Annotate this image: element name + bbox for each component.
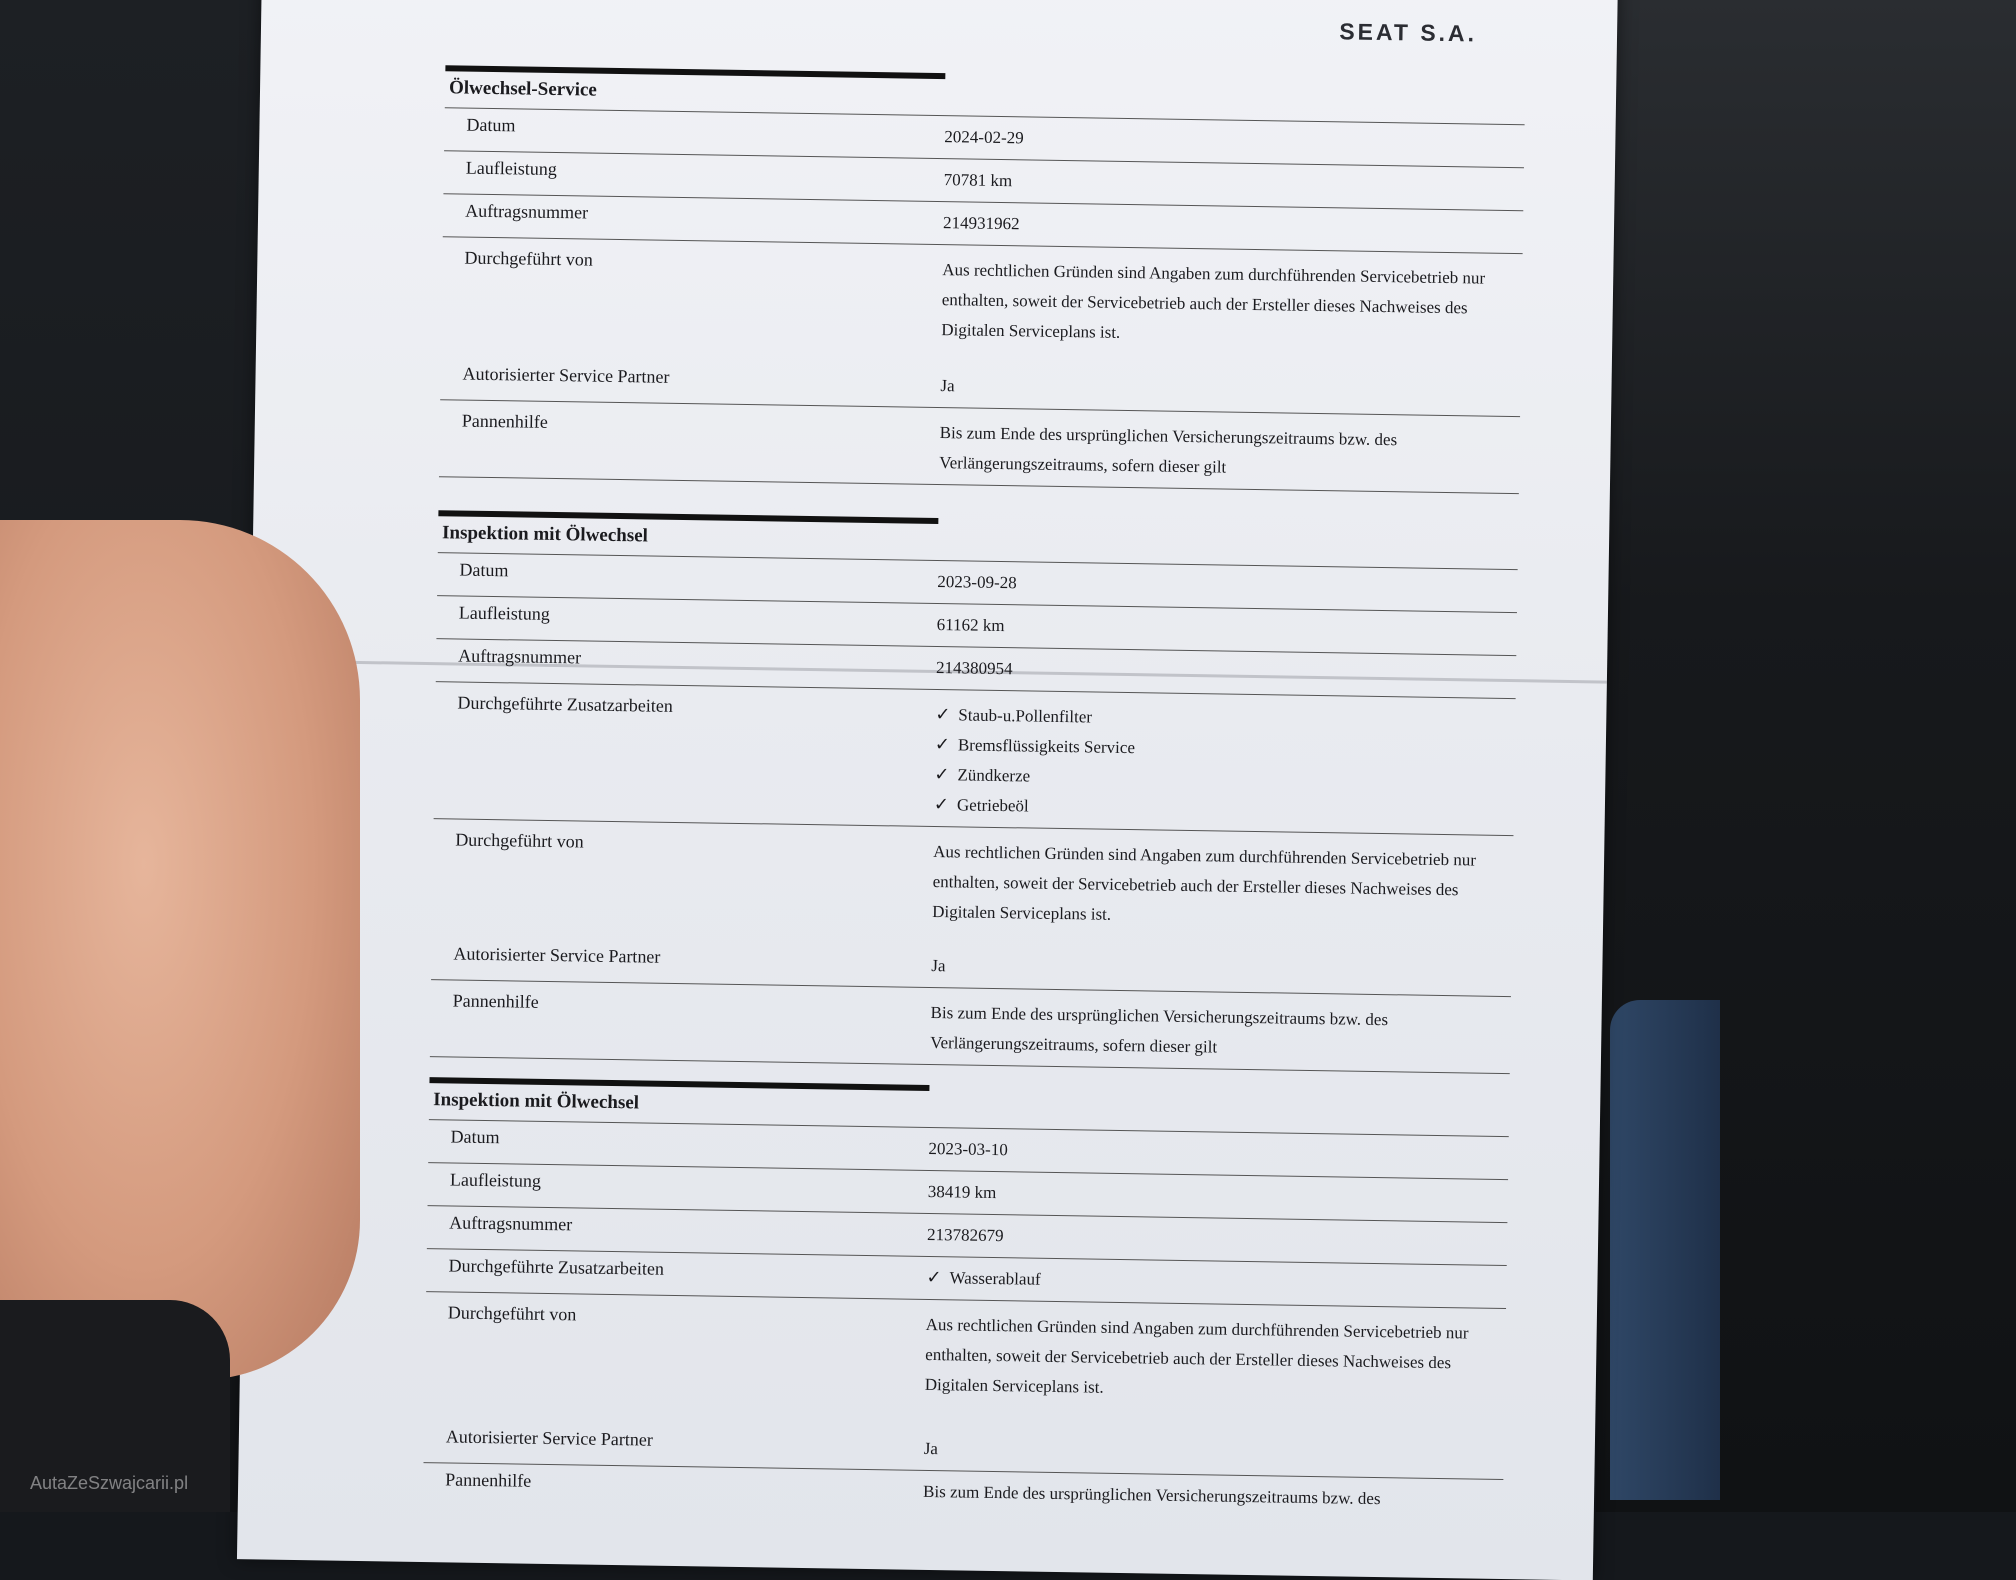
section-title: Inspektion mit Ölwechsel	[438, 516, 1518, 570]
row-label: Auftragsnummer	[449, 1212, 573, 1235]
row-value: 213782679	[926, 1224, 1004, 1246]
row-value: Bis zum Ende des ursprünglichen Versicherungszeitraums bzw. des Verlängerungszeitraums, sofern dieser gilt	[939, 423, 1398, 477]
row-value: Ja	[931, 955, 946, 976]
row-label: Datum	[466, 114, 516, 136]
row-label: Durchgeführt von	[464, 247, 594, 270]
section-title: Inspektion mit Ölwechsel	[429, 1083, 1509, 1137]
row-breakdown-assistance	[439, 400, 1520, 494]
row-label: Laufleistung	[449, 1169, 542, 1191]
row-additional-work	[434, 682, 1516, 836]
checklist	[934, 690, 1516, 835]
row-label: Durchgeführte Zusatzarbeiten	[448, 1255, 665, 1279]
check-icon: ✓	[933, 794, 950, 816]
check-item: ✓ Wasserablauf	[926, 1266, 1041, 1289]
section-oil-service	[439, 65, 1525, 494]
row-value: Aus rechtlichen Gründen sind Angaben zum durchführenden Servicebetrieb nur enthalten, soweit der Servicebetrieb auch der Ersteller dieses Nachweises des Digitalen Serviceplans ist.	[932, 842, 1477, 924]
section-inspection-2	[423, 1077, 1510, 1522]
hand-holding-paper	[0, 520, 360, 1380]
row-label: Pannenhilfe	[452, 990, 539, 1012]
check-icon: ✓	[926, 1266, 942, 1289]
row-performed-by	[424, 1292, 1506, 1437]
row-performed-by	[432, 819, 1514, 954]
row-value: Aus rechtlichen Gründen sind Angaben zum durchführenden Servicebetrieb nur enthalten, soweit der Servicebetrieb auch der Ersteller dieses Nachweises des Digitalen Serviceplans ist.	[924, 1314, 1469, 1397]
check-item: ✓ Getriebeöl	[933, 794, 1029, 816]
row-value: 214931962	[942, 213, 1020, 234]
row-label: Autorisierter Service Partner	[445, 1426, 653, 1450]
check-item: ✓ Staub-u.Pollenfilter	[935, 704, 1093, 727]
row-value: 61162 km	[936, 615, 1005, 636]
row-label: Pannenhilfe	[461, 410, 548, 432]
row-label: Pannenhilfe	[445, 1469, 532, 1491]
check-item: ✓ Bremsflüssigkeits Service	[934, 734, 1136, 758]
row-label: Auftragsnummer	[465, 200, 589, 223]
watermark: AutaZeSzwajcarii.pl	[30, 1473, 189, 1493]
check-icon: ✓	[934, 734, 951, 756]
row-label: Durchgeführt von	[455, 829, 584, 852]
check-item: ✓ Zündkerze	[934, 764, 1031, 786]
row-label: Autorisierter Service Partner	[453, 943, 661, 967]
check-icon: ✓	[935, 704, 951, 726]
check-icon: ✓	[934, 764, 950, 786]
row-label: Datum	[450, 1126, 500, 1148]
row-breakdown-assistance	[430, 980, 1511, 1074]
row-performed-by	[441, 237, 1523, 374]
row-value: Ja	[940, 376, 955, 396]
row-value: 214380954	[935, 658, 1013, 679]
row-label: Durchgeführt von	[447, 1302, 577, 1325]
row-value: 70781 km	[943, 170, 1013, 191]
row-value: 2024-02-29	[944, 127, 1024, 148]
section-inspection-1	[430, 510, 1518, 1074]
row-label: Durchgeführte Zusatzarbeiten	[457, 692, 673, 716]
row-label: Laufleistung	[465, 157, 557, 180]
row-value: Bis zum Ende des ursprünglichen Versicherungszeitraums bzw. des Verlängerungszeitraums, sofern dieser gilt	[930, 1002, 1389, 1057]
row-value: Aus rechtlichen Gründen sind Angaben zum durchführenden Servicebetrieb nur enthalten, soweit der Servicebetrieb auch der Ersteller dieses Nachweises des Digitalen Serviceplans ist.	[941, 260, 1486, 342]
row-value: 2023-03-10	[928, 1138, 1008, 1160]
service-document	[237, 0, 1618, 1580]
row-value: 38419 km	[927, 1181, 997, 1203]
brand-name: SEAT S.A.	[1339, 18, 1478, 47]
section-title: Ölwechsel-Service	[445, 71, 1525, 125]
row-value: Ja	[923, 1438, 939, 1459]
background-jeans	[1610, 1000, 1720, 1500]
row-value: 2023-09-28	[937, 572, 1017, 593]
row-label: Datum	[459, 559, 509, 581]
row-label: Auftragsnummer	[458, 645, 582, 668]
row-value: Bis zum Ende des ursprünglichen Versicherungszeitraums bzw. des	[922, 1481, 1381, 1509]
row-label: Laufleistung	[458, 602, 550, 624]
row-label: Autorisierter Service Partner	[462, 363, 670, 387]
